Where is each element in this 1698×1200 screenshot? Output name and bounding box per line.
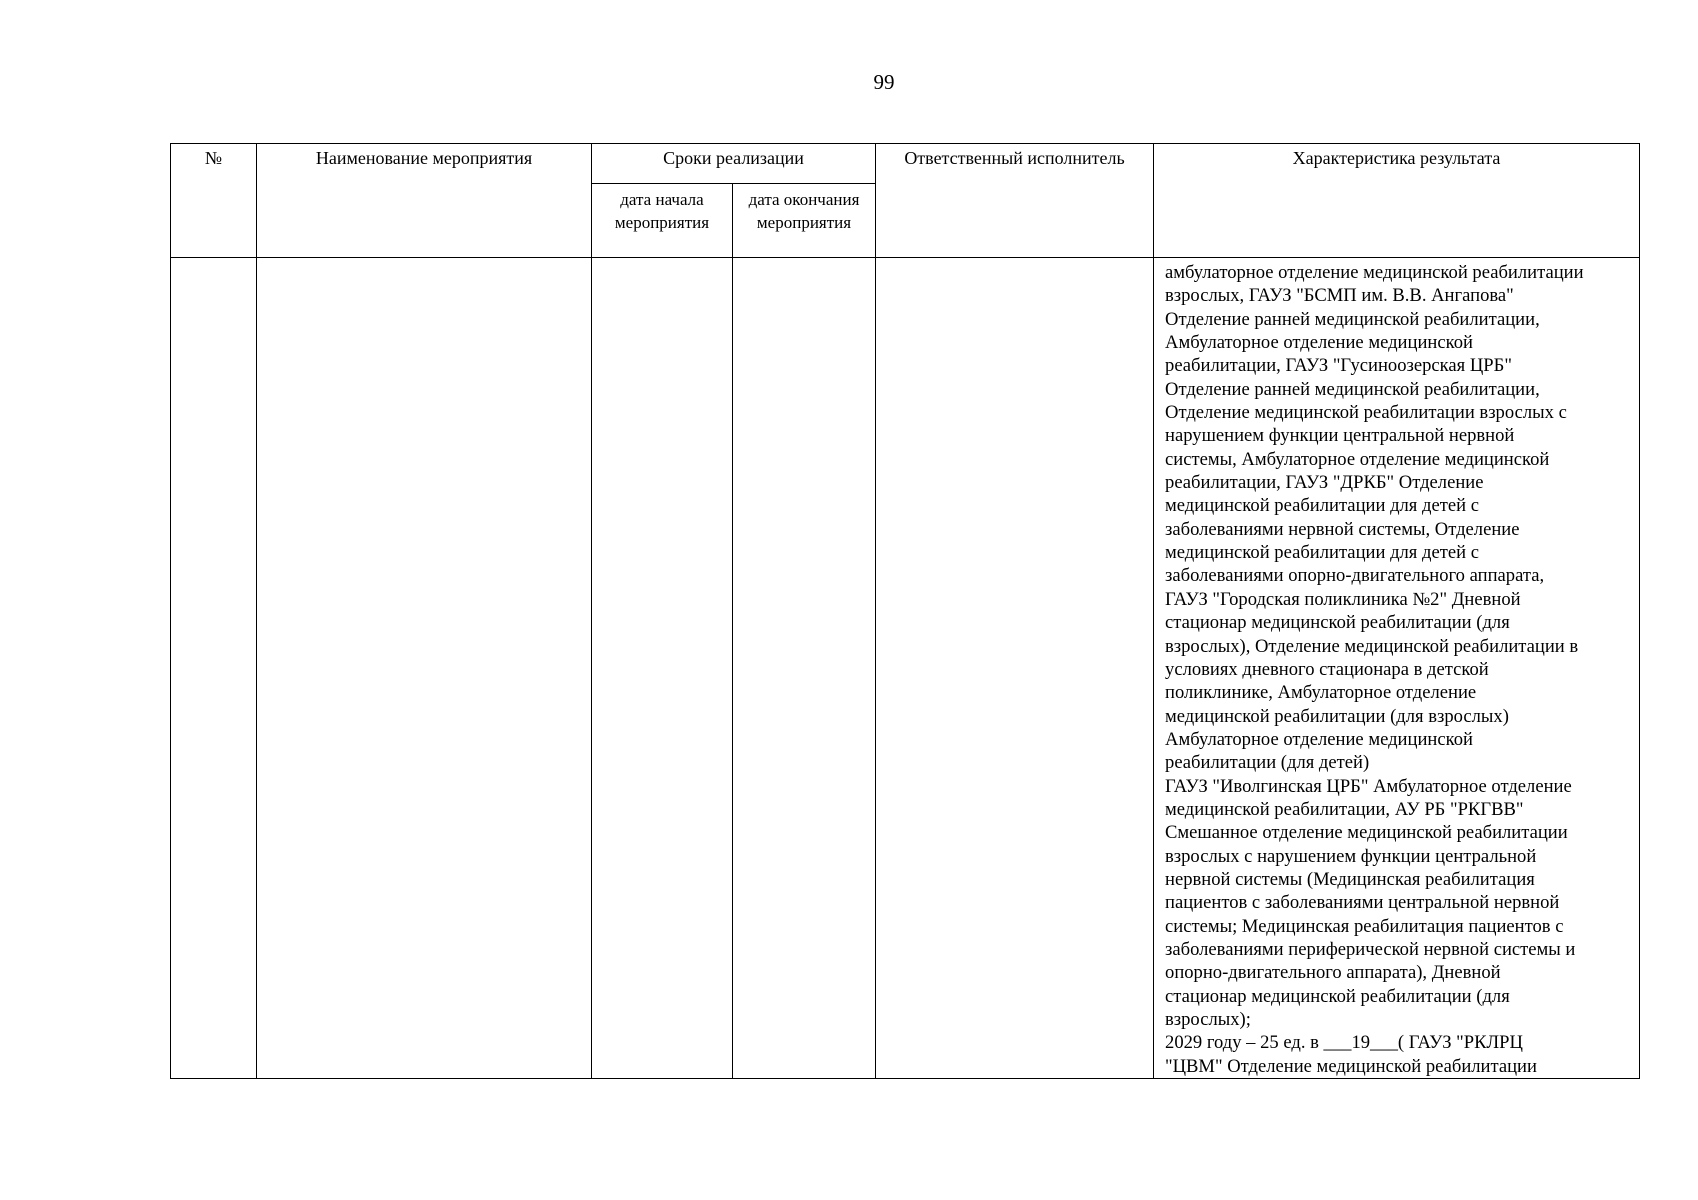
cell-result <box>1154 258 1640 1079</box>
header-executor-label: Ответственный исполнитель <box>904 148 1125 168</box>
result-line: поликлинике, Амбулаторное отделение <box>1165 682 1477 704</box>
result-line: ГАУЗ "Городская поликлиника №2" Дневной <box>1165 588 1521 610</box>
result-line: Смешанное отделение медицинской реабилитации <box>1165 822 1568 844</box>
table-row <box>171 258 1640 1079</box>
result-line: реабилитации, ГАУЗ "Гусиноозерская ЦРБ" <box>1165 355 1512 377</box>
cell-num <box>171 258 257 1079</box>
result-line: медицинской реабилитации (для взрослых) <box>1165 705 1509 727</box>
result-line: стационар медицинской реабилитации (для <box>1165 612 1510 634</box>
header-terms <box>592 144 876 184</box>
measures-table <box>170 143 1640 1079</box>
header-result-label: Характеристика результата <box>1292 148 1501 168</box>
result-line: медицинской реабилитации для детей с <box>1165 495 1479 517</box>
header-end-date-label: дата окончания мероприятия <box>748 190 860 232</box>
result-line: "ЦВМ" Отделение медицинской реабилитации <box>1165 1055 1537 1077</box>
header-name <box>257 144 592 258</box>
header-num <box>171 144 257 258</box>
cell-executor <box>876 258 1154 1079</box>
page-number: 99 <box>873 70 895 94</box>
header-num-label: № <box>204 148 223 168</box>
result-line: взрослых); <box>1165 1009 1251 1030</box>
result-line: опорно-двигательного аппарата), Дневной <box>1165 962 1501 984</box>
result-line: заболеваниями нервной системы, Отделение <box>1165 518 1520 540</box>
result-line: системы, Амбулаторное отделение медицинской <box>1165 448 1550 470</box>
header-name-label: Наименование мероприятия <box>315 148 533 168</box>
header-result <box>1154 144 1640 258</box>
result-line: взрослых), Отделение медицинской реабилитации в <box>1165 635 1579 657</box>
result-line: нарушением функции центральной нервной <box>1165 425 1515 447</box>
result-line: нервной системы (Медицинская реабилитация <box>1165 868 1535 890</box>
result-line: Амбулаторное отделение медицинской <box>1165 728 1473 750</box>
table-header <box>171 144 1640 258</box>
result-line: пациентов с заболеваниями центральной нервной <box>1165 892 1560 914</box>
header-end-date <box>733 184 876 258</box>
header-start-date-label: дата начала мероприятия <box>614 190 710 232</box>
result-line: медицинской реабилитации для детей с <box>1165 542 1479 564</box>
result-line: медицинской реабилитации, АУ РБ "РКГВВ" <box>1165 798 1524 820</box>
result-line: стационар медицинской реабилитации (для <box>1165 985 1510 1007</box>
result-line: ГАУЗ "Иволгинская ЦРБ" Амбулаторное отделение <box>1165 775 1572 797</box>
result-line: Отделение медицинской реабилитации взрослых с <box>1165 402 1567 424</box>
cell-name <box>257 258 592 1079</box>
result-text <box>1154 258 1639 1078</box>
result-line: условиях дневного стационара в детской <box>1165 658 1489 680</box>
result-line: реабилитации (для детей) <box>1165 752 1370 774</box>
header-start-date <box>592 184 733 258</box>
result-line: заболеваниями опорно-двигательного аппарата, <box>1165 565 1545 587</box>
header-executor <box>876 144 1154 258</box>
result-line: взрослых с нарушением функции центральной <box>1165 845 1537 867</box>
result-line: заболеваниями периферической нервной системы и <box>1165 938 1576 960</box>
result-line: 2029 году – 25 ед. в ___19___( ГАУЗ "РКЛРЦ <box>1165 1032 1523 1054</box>
result-line: амбулаторное отделение медицинской реабилитации <box>1165 262 1584 283</box>
header-terms-label: Сроки реализации <box>663 148 804 168</box>
result-line: взрослых, ГАУЗ "БСМП им. В.В. Ангапова" <box>1165 285 1514 307</box>
result-line: системы; Медицинская реабилитация пациентов с <box>1165 915 1564 937</box>
cell-start-date <box>592 258 733 1079</box>
result-line: Отделение ранней медицинской реабилитации, <box>1165 308 1540 330</box>
result-line: реабилитации, ГАУЗ "ДРКБ" Отделение <box>1165 472 1484 494</box>
result-line: Амбулаторное отделение медицинской <box>1165 332 1473 354</box>
cell-end-date <box>733 258 876 1079</box>
result-line: Отделение ранней медицинской реабилитации, <box>1165 378 1540 400</box>
